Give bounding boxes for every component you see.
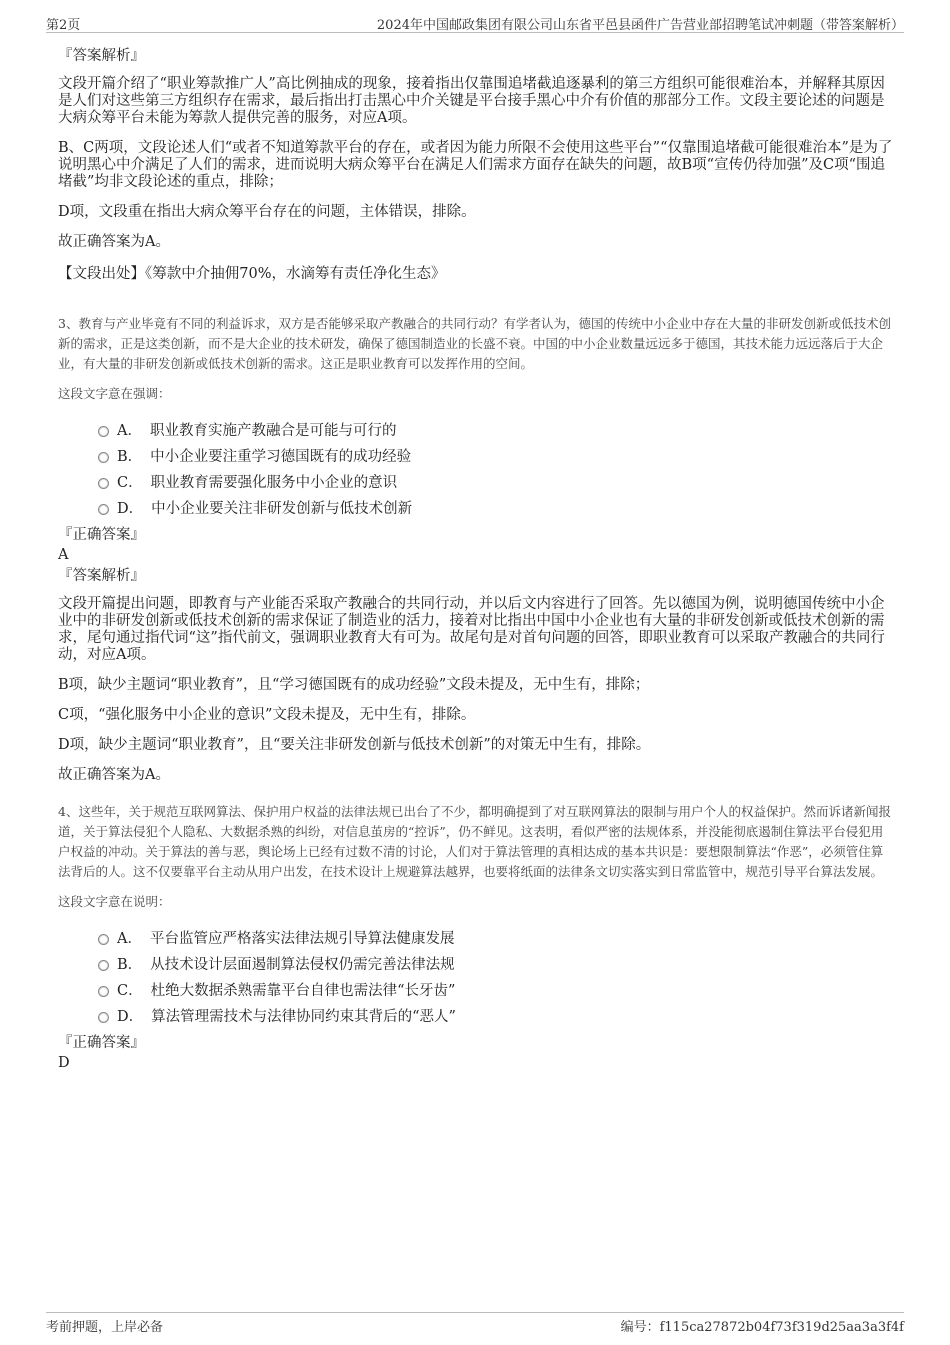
radio-icon[interactable]	[98, 426, 109, 437]
option-label: B．	[117, 957, 143, 973]
option-a[interactable]	[98, 926, 894, 952]
analysis-label: 『答案解析』	[58, 48, 145, 64]
correct-answer-label: 『正确答案』	[58, 527, 145, 543]
option-text: 杜绝大数据杀熟需靠平台自律也需法律“长牙齿”	[150, 983, 456, 999]
option-label: A．	[117, 931, 142, 947]
question-4-text: 4、这些年，关于规范互联网算法、保护用户权益的法律法规已出台了不少，都明确提到了对互联网算法的限制与用户个人的权益保护。然而诉诸新闻报道，关于算法侵犯个人隐私、大数据杀熟的纠纷，对信息茧房的“控诉”，仍不鲜见。这表明，看似严密的法规体系，并没能彻底遏制住算法平台侵犯用户权益的冲动。关于算法的善与恶，舆论场上已经有过数不清的讨论，人们对于算法管理的真相达成的基本共识是：要想限制算法“作恶”，必须管住算法背后的人。这不仅要靠平台主动从用户出发，在技术设计上规避算法越界，也要将纸面的法律条文切实落实到日常监管中，规范引导平台算法发展。	[58, 804, 891, 879]
analysis-label: 『答案解析』	[58, 568, 145, 584]
option-label: C．	[117, 475, 143, 491]
option-label: D．	[117, 1009, 144, 1025]
question-4-prompt: 这段文字意在说明：	[58, 894, 171, 909]
option-text: 职业教育实施产教融合是可能与可行的	[149, 423, 397, 439]
question-3-options	[98, 418, 894, 522]
analysis-paragraph: C项，“强化服务中小企业的意识”文段未提及，无中生有，排除。	[58, 707, 476, 723]
option-label: C．	[117, 983, 143, 999]
passage-source: 【文段出处】《筹款中介抽佣70%，水滴筹有责任净化生态》	[58, 266, 446, 282]
option-text: 职业教育需要强化服务中小企业的意识	[150, 475, 398, 491]
page-number: 第2页	[46, 18, 81, 33]
option-b[interactable]	[98, 952, 894, 978]
radio-icon[interactable]	[98, 1012, 109, 1023]
option-a[interactable]	[98, 418, 894, 444]
option-b[interactable]	[98, 444, 894, 470]
analysis-paragraph: B、C两项，文段论述人们“或者不知道筹款平台的存在，或者因为能力所限不会使用这些平台”“仅靠围追堵截可能很难治本”是为了说明黑心中介满足了人们的需求，进而说明大病众筹平台在满足人们需求方面存在缺失的问题，故B项“宣传仍待加强”及C项“围追堵截”均非文段论述的重点，排除；	[58, 140, 893, 190]
radio-icon[interactable]	[98, 478, 109, 489]
option-label: D．	[117, 501, 144, 517]
document-title: 2024年中国邮政集团有限公司山东省平邑县函件广告营业部招聘笔试冲刺题（带答案解析）	[376, 18, 904, 33]
radio-icon[interactable]	[98, 960, 109, 971]
option-text: 中小企业要关注非研发创新与低技术创新	[151, 501, 413, 517]
document-body	[58, 46, 894, 1074]
correct-answer-label: 『正确答案』	[58, 1035, 145, 1051]
radio-icon[interactable]	[98, 986, 109, 997]
analysis-paragraph: 文段开篇介绍了“职业筹款推广人”高比例抽成的现象，接着指出仅靠围追堵截追逐暴利的第三方组织可能很难治本，并解释其原因是人们对这些第三方组织存在需求，最后指出打击黑心中介关键是平台接手黑心中介有价值的那部分工作。文段主要论述的问题是大病众筹平台未能为筹款人提供完善的服务，对应A项。	[58, 76, 885, 126]
analysis-paragraph: 故正确答案为A。	[58, 234, 170, 250]
footer-slogan: 考前押题，上岸必备	[46, 1320, 164, 1335]
question-3-prompt: 这段文字意在强调：	[58, 386, 171, 401]
radio-icon[interactable]	[98, 504, 109, 515]
analysis-paragraph: D项，缺少主题词“职业教育”，且“要关注非研发创新与低技术创新”的对策无中生有，排除。	[58, 737, 651, 753]
option-d[interactable]	[98, 496, 894, 522]
radio-icon[interactable]	[98, 452, 109, 463]
option-label: B．	[117, 449, 143, 465]
analysis-paragraph: B项，缺少主题词“职业教育”，且“学习德国既有的成功经验”文段未提及，无中生有，排除；	[58, 677, 650, 693]
page-header	[46, 14, 904, 33]
radio-icon[interactable]	[98, 934, 109, 945]
correct-answer: A	[58, 547, 69, 563]
option-text: 平台监管应严格落实法律法规引导算法健康发展	[149, 931, 455, 947]
option-text: 算法管理需技术与法律协同约束其背后的“恶人”	[151, 1009, 456, 1025]
document-id: 编号：f115ca27872b04f73f319d25aa3a3f4f	[620, 1320, 904, 1335]
option-label: A．	[117, 423, 142, 439]
option-d[interactable]	[98, 1004, 894, 1030]
question-4-options	[98, 926, 894, 1030]
option-c[interactable]	[98, 470, 894, 496]
question-3-text: 3、教育与产业毕竟有不同的利益诉求，双方是否能够采取产教融合的共同行动？有学者认为，德国的传统中小企业中存在大量的非研发创新或低技术创新的需求，正是这类创新，而不是大企业的技术研发，确保了德国制造业的长盛不衰。中国的中小企业数量远远多于德国，其技术能力远远落后于大企业，有大量的非研发创新或低技术创新的需求。这正是职业教育可以发挥作用的空间。	[58, 316, 891, 371]
analysis-paragraph: D项，文段重在指出大病众筹平台存在的问题，主体错误，排除。	[58, 204, 476, 220]
option-c[interactable]	[98, 978, 894, 1004]
analysis-paragraph: 故正确答案为A。	[58, 767, 170, 783]
page-footer	[46, 1312, 904, 1333]
option-text: 从技术设计层面遏制算法侵权仍需完善法律法规	[150, 957, 455, 973]
correct-answer: D	[58, 1055, 70, 1071]
option-text: 中小企业要注重学习德国既有的成功经验	[150, 449, 412, 465]
analysis-paragraph: 文段开篇提出问题，即教育与产业能否采取产教融合的共同行动，并以后文内容进行了回答。先以德国为例，说明德国传统中小企业中的非研发创新或低技术创新的需求保证了制造业的活力，接着对比指出中国中小企业也有大量的非研发创新或低技术创新的需求，尾句通过指代词“这”指代前文，强调职业教育大有可为。故尾句是对首句问题的回答，即职业教育可以采取产教融合的共同行动，对应A项。	[58, 596, 885, 663]
